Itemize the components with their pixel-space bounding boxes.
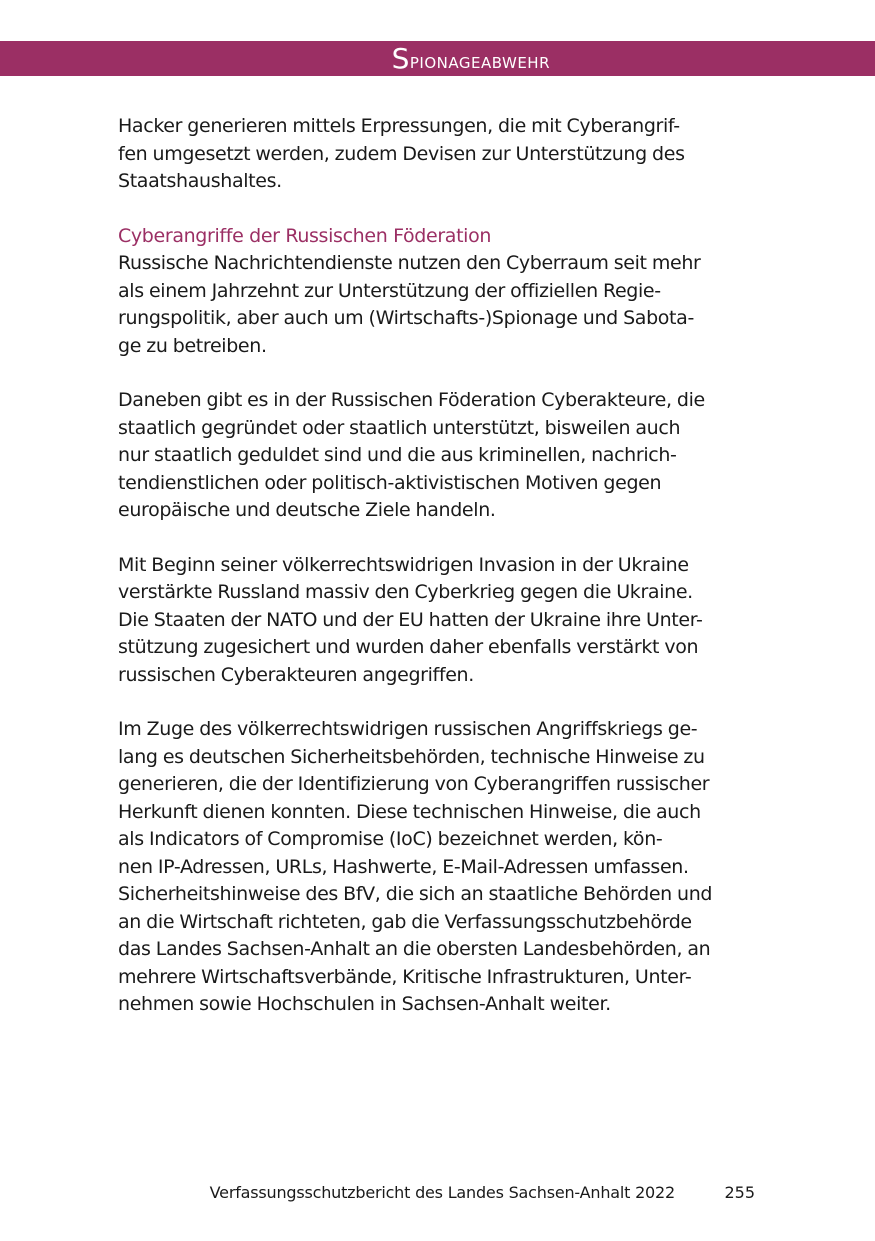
text-line: nen IP-Adressen, URLs, Hashwerte, E-Mail-Adressen umfassen.: [118, 855, 689, 878]
chapter-title-initial: S: [391, 42, 410, 75]
paragraph-invasion: [118, 552, 758, 690]
text-line: Mit Beginn seiner völkerrechtswidrigen Invasion in der Ukraine: [118, 553, 689, 576]
text-line: verstärkte Russland massiv den Cyberkrieg gegen die Ukraine.: [118, 581, 693, 603]
text-line: stützung zugesichert und wurden daher ebenfalls verstärkt von: [118, 636, 699, 658]
text-line: Herkunft dienen konnten. Diese technischen Hinweise, die auch: [118, 800, 701, 823]
text-line: lang es deutschen Sicherheitsbehörden, technische Hinweise zu: [118, 745, 705, 768]
footer-publication: Verfassungsschutzbericht des Landes Sachsen-Anhalt 2022: [209, 1183, 675, 1202]
text-line: als Indicators of Compromise (IoC) bezeichnet werden, kön-: [118, 828, 663, 850]
text-line: mehrere Wirtschaftsverbände, Kritische Infrastrukturen, Unter-: [118, 965, 692, 988]
text-line: Hacker generieren mittels Erpressungen, die mit Cyberangrif-: [118, 115, 680, 137]
paragraph-russian-services: [118, 250, 758, 360]
paragraph-intro: [118, 113, 758, 196]
text-line: russischen Cyberakteuren angegriffen.: [118, 663, 474, 686]
text-line: Russische Nachrichtendienste nutzen den Cyberraum seit mehr: [118, 252, 701, 274]
chapter-title-rest: pionageabwehr: [409, 49, 550, 73]
text-line: europäische und deutsche Ziele handeln.: [118, 499, 496, 521]
paragraph-technical-indicators: [118, 716, 758, 1019]
page-number: 255: [724, 1183, 755, 1202]
text-line: nur staatlich geduldet sind und die aus kriminellen, nachrich-: [118, 444, 677, 466]
text-line: Die Staaten der NATO und der EU hatten der Ukraine ihre Unter-: [118, 608, 703, 631]
text-line: Im Zuge des völkerrechtswidrigen russischen Angriffskriegs ge-: [118, 718, 698, 740]
text-line: als einem Jahrzehnt zur Unterstützung der offiziellen Regie-: [118, 279, 661, 302]
paragraph-cyber-actors: [118, 387, 758, 525]
text-line: Daneben gibt es in der Russischen Föderation Cyberakteure, die: [118, 389, 705, 411]
text-line: nehmen sowie Hochschulen in Sachsen-Anhalt weiter.: [118, 993, 611, 1015]
section-heading: Cyberangriffe der Russischen Föderation: [118, 224, 492, 247]
text-line: das Landes Sachsen-Anhalt an die obersten Landesbehörden, an: [118, 938, 711, 960]
text-line: fen umgesetzt werden, zudem Devisen zur Unterstützung des: [118, 142, 685, 165]
text-line: Sicherheitshinweise des BfV, die sich an staatliche Behörden und: [118, 883, 713, 905]
page-content: [118, 113, 758, 1046]
text-line: rungspolitik, aber auch um (Wirtschafts-)Spionage und Sabota-: [118, 307, 694, 329]
text-line: an die Wirtschaft richteten, gab die Verfassungsschutzbehörde: [118, 910, 692, 933]
chapter-title: [392, 44, 550, 76]
text-line: staatlich gegründet oder staatlich unterstützt, bisweilen auch: [118, 416, 681, 439]
text-line: ge zu betreiben.: [118, 334, 267, 357]
text-line: Staatshaushaltes.: [118, 170, 282, 192]
text-line: tendienstlichen oder politisch-aktivistischen Motiven gegen: [118, 471, 662, 494]
text-line: generieren, die der Identifizierung von Cyberangriffen russischer: [118, 773, 710, 795]
